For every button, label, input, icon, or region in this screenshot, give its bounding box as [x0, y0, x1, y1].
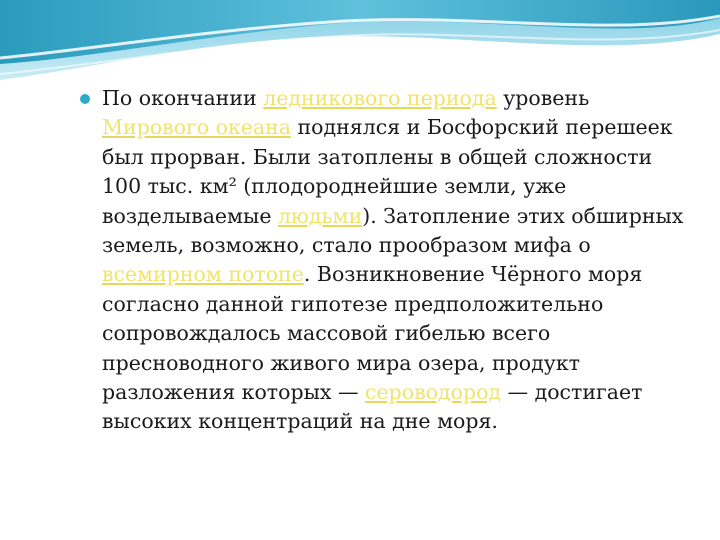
link-people[interactable]: людьми: [277, 203, 363, 228]
link-hydrogen-sulfide[interactable]: сероводород: [365, 380, 502, 405]
link-world-ocean[interactable]: Мирового океана: [102, 115, 291, 140]
header-wave-decoration: [0, 0, 720, 90]
text-segment: ). Затопление этих обширных земель, возможно, стало прообразом мифа о: [102, 203, 684, 258]
link-great-flood[interactable]: всемирном потопе: [102, 262, 304, 287]
text-segment: . Возникновение Чёрного моря согласно данной гипотезе предположительно сопровождалось массовой гибелью всего пресноводного живого мира озера, продукт разложения которых —: [102, 262, 643, 405]
round-bullet-icon: [80, 94, 90, 104]
bullet-paragraph: [78, 84, 688, 437]
link-glacial-period[interactable]: ледникового периода: [263, 86, 497, 110]
text-segment: уровень: [496, 86, 590, 110]
text-segment: поднялся и Босфорский перешеек был прорван. Были затоплены в общей сложности 100 тыс. км² (плодороднейшие земли, уже возделываемые: [102, 115, 673, 228]
text-segment: — достигает высоких концентраций на дне моря.: [102, 380, 643, 434]
text-segment: По окончании: [102, 86, 264, 110]
content-area: [78, 84, 688, 437]
